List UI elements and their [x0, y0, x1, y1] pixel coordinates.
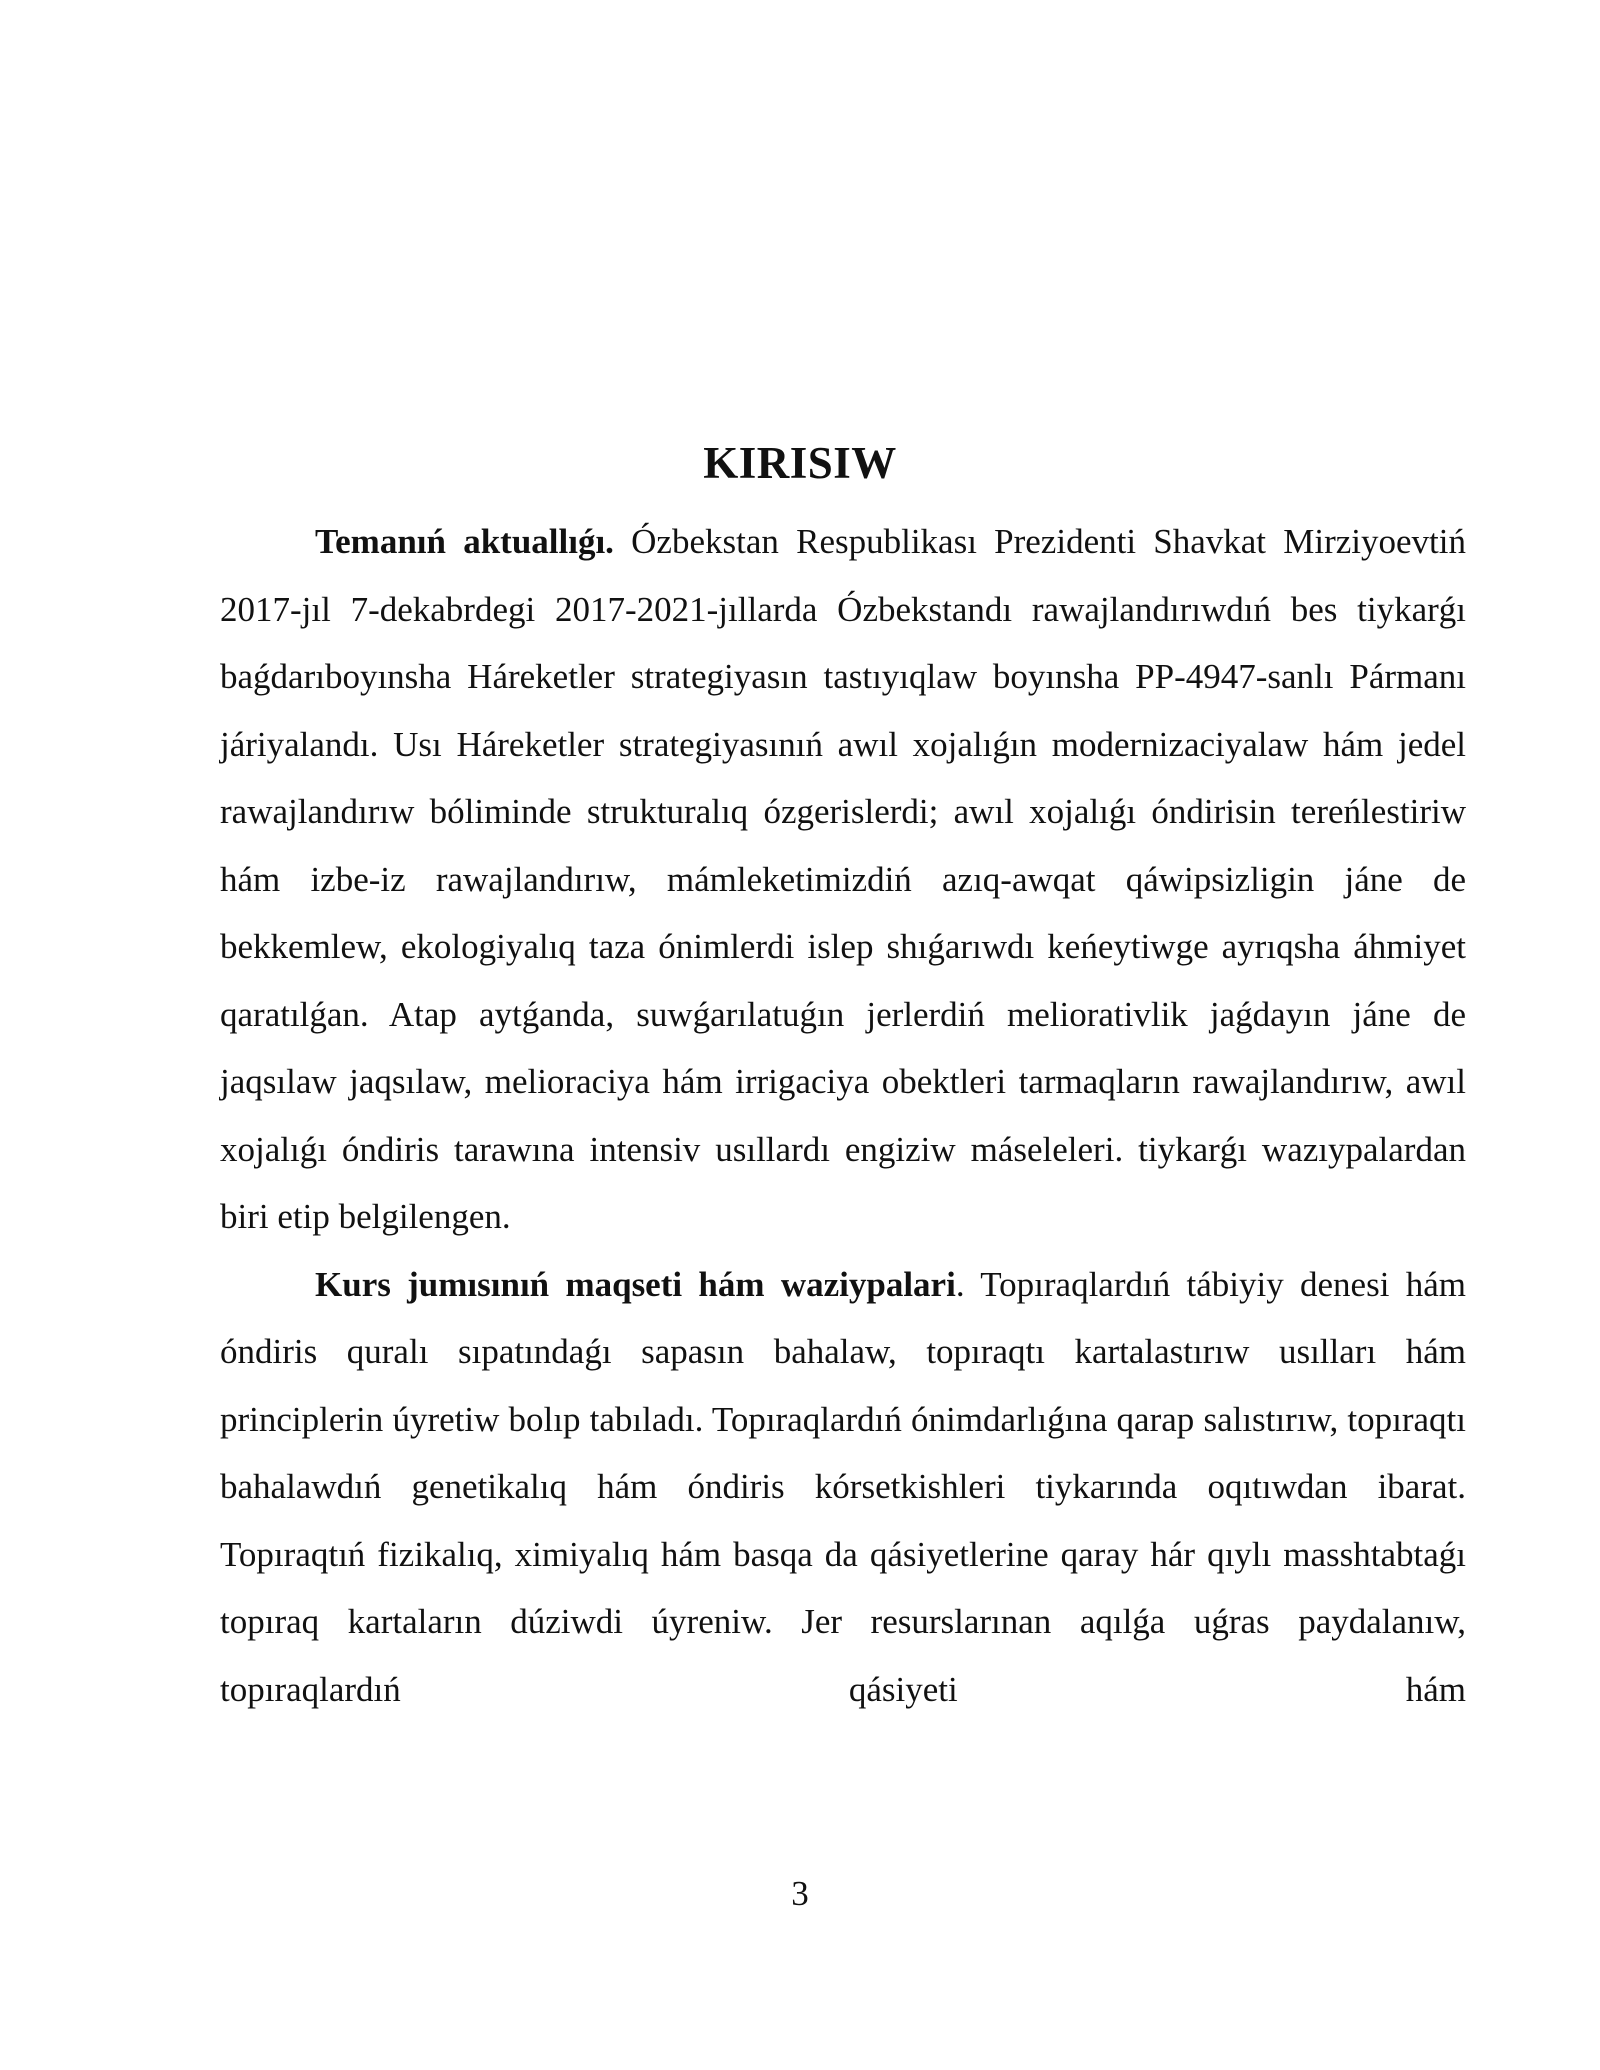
body-text — [220, 508, 1466, 1723]
page-number: 3 — [791, 1874, 809, 1913]
paragraph-text-relevance: Ózbekstan Respublikası Prezidenti Shavkat Mirziyoevtiń 2017-jıl 7-dekabrdegi 2017-2021-jıllarda Ózbekstandı rawajlandırıwdıń bes tiykarǵı baǵdarıboyınsha Háreketler strategiyasın tastıyıqlaw boyınsha PP-4947-sanlı Pármanı járiyalandı. Usı Háreketler strategiyasınıń awıl xojalıǵın modernizaciyalaw hám jedel rawajlandırıw bóliminde strukturalıq ózgerislerdi; awıl xojalıǵı óndirisin tereńlestiriw hám izbe-iz rawajlandırıw, mámleketimizdiń azıq-awqat qáwipsizligin jáne de bekkemlew, ekologiyalıq taza ónimlerdi islep shıǵarıwdı keńeytiwge ayrıqsha áhmiyet qaratılǵan. Atap aytǵanda, suwǵarılatuǵın jerlerdiń meliorativlik jaǵdayın jáne de jaqsılaw jaqsılaw, melioraciya hám irrigaciya obektleri tarmaqların rawajlandırıw, awıl xojalıǵı óndiris tarawına intensiv usıllardı engiziw máseleleri. tiykarǵı wazıypalardan biri etip belgilengen. — [220, 522, 1466, 1236]
paragraph-text-goals: . Topıraqlardıń tábiyiy denesi hám óndiris quralı sıpatındaǵı sapasın bahalaw, topıraqtı kartalastırıw usılları hám principlerin úyretiw bolıp tabıladı. Topıraqlardıń ónimdarlıǵına qarap salıstırıw, topıraqtı bahalawdıń genetikalıq hám óndiris kórsetkishleri tiykarında oqıtıwdan ibarat. Topıraqtıń fizikalıq, ximiyalıq hám basqa da qásiyetlerine qaray hár qıylı masshtabtaǵı topıraq kartaların dúziwdi úyreniw. Jer resurslarınan aqılǵa uǵras paydalanıw, topıraqlardıń qásiyeti hám — [220, 1264, 1466, 1709]
paragraph-lead-relevance: Temanıń aktuallıǵı. — [315, 522, 614, 561]
paragraph-relevance — [220, 508, 1466, 1251]
paragraph-goals — [220, 1251, 1466, 1724]
section-heading: KIRISIW — [703, 438, 897, 488]
paragraph-lead-goals: Kurs jumısınıń maqseti hám waziypalari — [315, 1264, 956, 1304]
